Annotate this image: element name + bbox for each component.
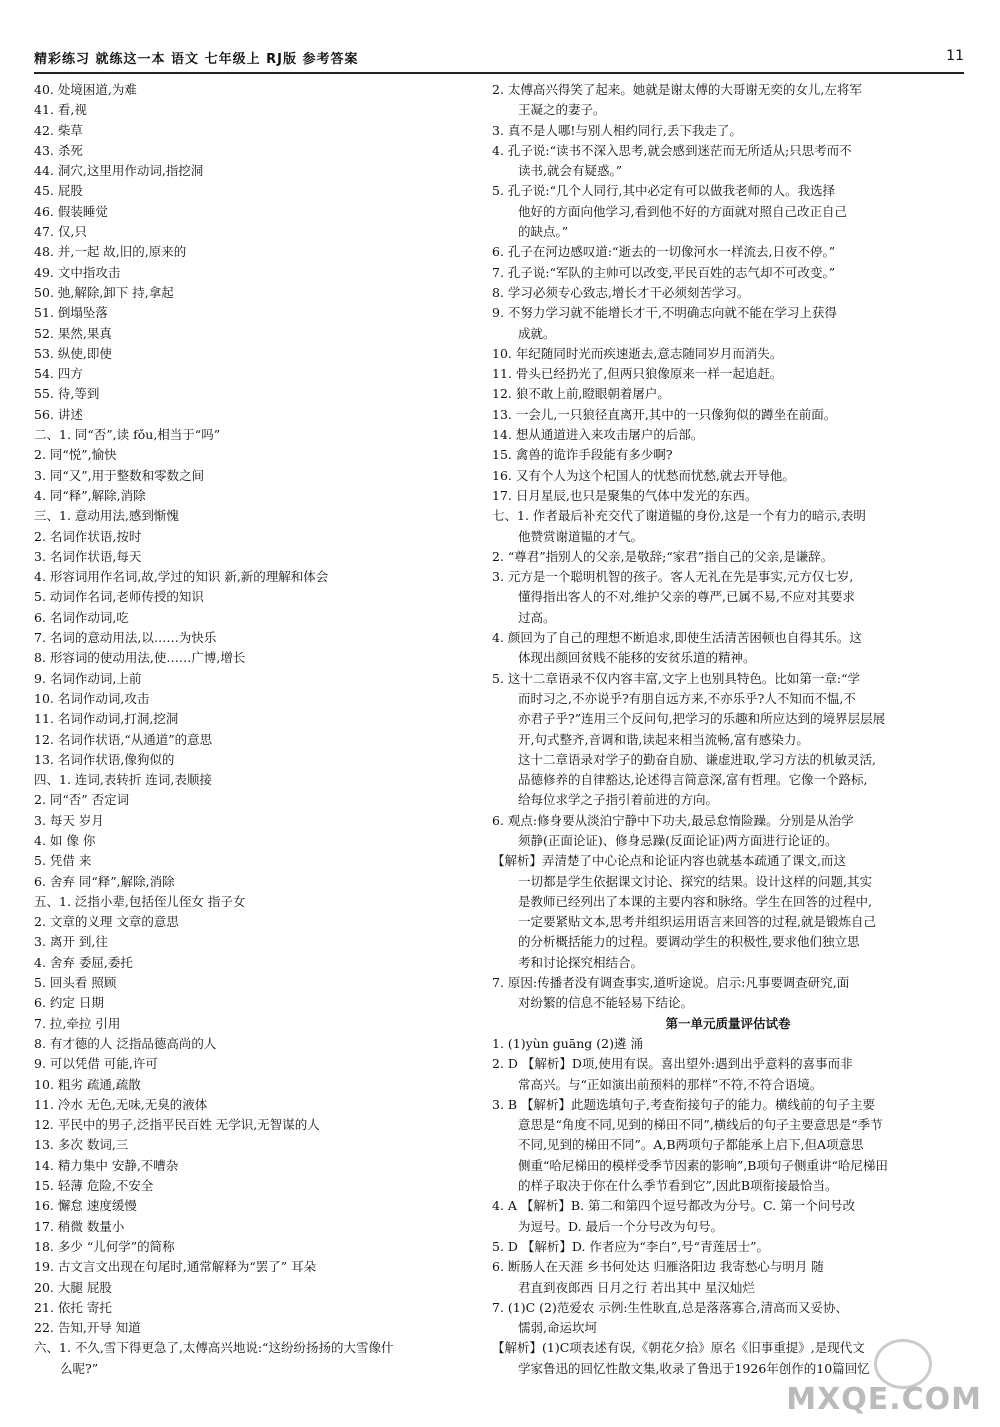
answer-line: 而时习之,不亦说乎?有朋自远方来,不亦乐乎?人不知而不愠,不 (518, 690, 856, 706)
answer-line: 6. 断肠人在天涯 乡书何处达 归雁洛阳边 我寄愁心与明月 随 (492, 1259, 824, 1275)
answer-line: 21. 依托 寄托 (34, 1299, 112, 1315)
answer-line: 为逗号。D. 最后一个分号改为句号。 (518, 1218, 724, 1234)
answer-line: 3. 名词作状语,每天 (34, 548, 142, 564)
answer-line: 对纷繁的信息不能轻易下结论。 (518, 995, 694, 1011)
answer-line: 给每位求学之子指引着前进的方向。 (518, 792, 719, 808)
answer-line: 七、1. 作者最后补充交代了谢道韫的身份,这是一个有力的暗示,表明 (492, 508, 866, 524)
answer-line: 11. 骨头已经扔光了,但两只狼像原来一样一起追赶。 (492, 366, 783, 382)
answer-line: 意思是“角度不同,见到的梯田不同”,横线后的句子主要意思是“季节 (518, 1117, 883, 1133)
answer-line: 22. 告知,开导 知道 (34, 1320, 141, 1336)
page-number: 11 (946, 48, 964, 64)
answer-line: 44. 洞穴,这里用作动词,指挖洞 (34, 163, 204, 179)
answer-line: 52. 果然,果真 (34, 325, 112, 341)
answer-line: 10. 粗劣 疏通,疏散 (34, 1076, 141, 1092)
answer-line: 3. 每天 岁月 (34, 812, 104, 828)
answer-line: 君直到夜郎西 日月之行 若出其中 星汉灿烂 (518, 1279, 755, 1295)
answer-line: 1. (1)yùn guāng (2)遴 涌 (492, 1035, 643, 1051)
header-title: 精彩练习 就练这一本 语文 七年级上 RJ版 参考答案 (34, 52, 359, 67)
answer-line: 亦君子乎?”连用三个反问句,把学习的乐趣和所应达到的境界层层展 (518, 711, 886, 727)
answer-line: 46. 假装睡觉 (34, 203, 108, 219)
answer-line: 4. 颜回为了自己的理想不断追求,即使生活清苦困顿也自得其乐。这 (492, 630, 862, 646)
answer-line: 54. 四方 (34, 366, 83, 382)
answer-line: 常高兴。与“正如演出前预料的那样”不符,不符合语境。 (518, 1076, 823, 1092)
answer-line: 三、1. 意动用法,感到惭愧 (34, 508, 179, 524)
answer-line: 2. D 【解析】D项,使用有误。喜出望外:遇到出乎意料的喜事而非 (492, 1056, 853, 1072)
answer-line: 12. 狼不敢上前,瞪眼朝着屠户。 (492, 386, 670, 402)
answer-line: 3. 离开 到,往 (34, 934, 108, 950)
answer-line: 15. 禽兽的诡诈手段能有多少啊? (492, 447, 673, 463)
answer-line: 50. 弛,解除,卸下 持,拿起 (34, 284, 174, 300)
answer-line: 5. D 【解析】D. 作者应为“李白”,号“青莲居士”。 (492, 1238, 769, 1254)
answer-line: 8. 有才德的人 泛指品德高尚的人 (34, 1035, 217, 1051)
answer-line: 15. 轻薄 危险,不安全 (34, 1178, 154, 1194)
answer-line: 14. 精力集中 安静,不嘈杂 (34, 1157, 179, 1173)
answer-line: 4. A 【解析】B. 第二和第四个逗号都改为分号。C. 第一个问号改 (492, 1198, 856, 1214)
answer-line: 学家鲁迅的回忆性散文集,收录了鲁迅于1926年创作的10篇回忆 (518, 1360, 870, 1376)
answer-line: 55. 待,等到 (34, 386, 100, 402)
answer-line: 3. 同“又”,用于整数和零数之间 (34, 467, 205, 483)
answer-line: 48. 并,一起 故,旧的,原来的 (34, 244, 187, 260)
answer-line: 2. “尊君”指别人的父亲,是敬辞;“家君”指自己的父亲,是谦辞。 (492, 548, 834, 564)
answer-line: 第一单元质量评估试卷 (665, 1015, 791, 1031)
answer-line: 4. 孔子说:“读书不深入思考,就会感到迷茫而无所适从;只思考而不 (492, 142, 852, 158)
answer-line: 品德修养的自律豁达,论述得言简意深,富有哲理。它像一个路标, (518, 772, 868, 788)
answer-line: 懂得指出客人的不对,维护父亲的尊严,已属不易,不应对其要求 (518, 589, 855, 605)
answer-line: 四、1. 连词,表转折 连词,表顺接 (34, 772, 212, 788)
watermark-logo (782, 1339, 982, 1417)
answer-line: 的缺点。” (518, 224, 569, 240)
answer-line: 5. 孔子说:“几个人同行,其中必定有可以做我老师的人。我选择 (492, 183, 835, 199)
answer-line: 20. 大腿 屁股 (34, 1279, 112, 1295)
answer-line: 王凝之的妻子。 (518, 102, 606, 118)
answer-line: 5. 这十二章语录不仅内容丰富,文字上也别具特色。比如第一章:“学 (492, 670, 860, 686)
answer-line: 体现出颜回贫贱不能移的安贫乐道的精神。 (518, 650, 756, 666)
answer-line: 3. 真不是人哪!与别人相约同行,丢下我走了。 (492, 122, 742, 138)
answer-line: 过高。 (518, 609, 556, 625)
answer-line: 5. 回头看 照顾 (34, 975, 117, 991)
answer-line: 这十二章语录对学子的勤奋自励、谦虚进取,学习方法的机敏灵活, (518, 751, 876, 767)
answer-line: 14. 想从通道进入来攻击屠户的后部。 (492, 427, 704, 443)
answer-line: 11. 名词作动词,打洞,挖洞 (34, 711, 179, 727)
answer-line: 一定要紧贴文本,思考并组织运用语言来回答的过程,就是锻炼自己 (518, 914, 876, 930)
answer-line: 2. 太傅高兴得笑了起来。她就是谢太傅的大哥谢无奕的女儿,左将军 (492, 82, 862, 97)
answer-line: 4. 舍弃 委屈,委托 (34, 954, 133, 970)
answer-line: 二、1. 同“否”,读 fǒu,相当于“吗” (34, 427, 221, 443)
answer-line: 10. 年纪随同时光而疾速逝去,意志随同岁月而消失。 (492, 345, 783, 361)
answer-line: 须静(正面论证)、修身忌躁(反面论证)两方面进行论证的。 (518, 832, 838, 848)
answer-line: 他赞赏谢道韫的才气。 (518, 528, 644, 544)
answer-line: 13. 名词作状语,像狗似的 (34, 751, 175, 767)
answer-line: 16. 又有个人为这个杞国人的忧愁而忧愁,就去开导他。 (492, 467, 795, 483)
answer-line: 4. 同“释”,解除,消除 (34, 487, 146, 503)
answer-line: 7. (1)C (2)范爱农 示例:生性耿直,总是落落寡合,清高而又妥协、 (492, 1299, 848, 1315)
answer-line: 他好的方面向他学习,看到他不好的方面就对照自己改正自己 (518, 203, 847, 219)
answer-line: 17. 稍微 数量小 (34, 1218, 125, 1234)
answer-line: 12. 平民中的男子,泛指平民百姓 无学识,无智谋的人 (34, 1117, 320, 1133)
answer-line: 2. 名词作状语,按时 (34, 528, 142, 544)
page-header (34, 46, 964, 74)
answer-line: 6. 舍弃 同“释”,解除,消除 (34, 873, 175, 889)
answer-line: 12. 名词作状语,“从通道”的意思 (34, 731, 213, 747)
answer-line: 六、1. 不久,雪下得更急了,太傅高兴地说:“这纷纷扬扬的大雪像什 (34, 1340, 394, 1356)
answer-line: 读书,就会有疑惑。” (518, 163, 623, 179)
answer-line: 2. 同“悦”,愉快 (34, 447, 117, 463)
answer-line: 43. 杀死 (34, 142, 83, 158)
answer-line: 7. 拉,牵拉 引用 (34, 1015, 121, 1031)
answer-line: 3. 元方是一个聪明机智的孩子。客人无礼在先是事实,元方仅七岁, (492, 569, 854, 585)
answer-line: 3. B 【解析】此题选填句子,考查衔接句子的能力。横线前的句子主要 (492, 1096, 876, 1112)
answer-line: 7. 原因:传播者没有调查事实,道听途说。启示:凡事要调查研究,面 (492, 975, 850, 991)
answer-line: 6. 约定 日期 (34, 995, 104, 1011)
answer-line: 8. 学习必须专心致志,增长才干必须刻苦学习。 (492, 284, 750, 300)
answer-line: 17. 日月星辰,也只是聚集的气体中发光的东西。 (492, 487, 758, 503)
answer-line: 13. 多次 数词,三 (34, 1137, 129, 1153)
answer-line: 16. 懈怠 速度缓慢 (34, 1198, 137, 1214)
answer-line: 53. 纵使,即使 (34, 345, 112, 361)
answer-line: 的样子取决于你在什么季节看到它”,因此B项衔接最恰当。 (518, 1178, 838, 1194)
answer-line: 【解析】弄清楚了中心论点和论证内容也就基本疏通了课文,而这 (492, 853, 846, 869)
answer-line: 不同,见到的梯田不同”。A,B两项句子都能承上启下,但A项意思 (518, 1137, 864, 1153)
answer-line: 6. 观点:修身要从淡泊宁静中下功夫,最忌怠惰险躁。分别是从治学 (492, 812, 854, 828)
answer-line: 13. 一会儿,一只狼径直离开,其中的一只像狗似的蹲坐在前面。 (492, 406, 837, 422)
answer-line: 47. 仅,只 (34, 224, 87, 240)
answer-line: 10. 名词作动词,攻击 (34, 690, 150, 706)
left-column (34, 80, 474, 1379)
right-column (492, 80, 964, 1379)
answer-line: 41. 看,视 (34, 102, 87, 118)
answer-line: 6. 名词作动词,吃 (34, 609, 129, 625)
answer-line: 5. 凭借 来 (34, 853, 92, 869)
answer-line: 11. 冷水 无色,无味,无臭的液体 (34, 1096, 208, 1112)
answer-line: 五、1. 泛指小辈,包括侄儿侄女 指子女 (34, 893, 246, 909)
answer-line: 一切都是学生依据课文讨论、探究的结果。设计这样的问题,其实 (518, 873, 872, 889)
answer-line: 【解析】(1)C项表述有误,《朝花夕拾》原名《旧事重提》,是现代文 (492, 1340, 865, 1356)
answer-line: 2. 同“否” 否定词 (34, 792, 130, 808)
answer-line: 成就。 (518, 325, 556, 341)
answer-line: 9. 名词作动词,上前 (34, 670, 142, 686)
answer-line: 8. 形容词的使动用法,使……广博,增长 (34, 650, 246, 666)
answer-line: 6. 孔子在河边感叹道:“逝去的一切像河水一样流去,日夜不停。” (492, 244, 836, 260)
answer-line: 9. 可以凭借 可能,许可 (34, 1056, 158, 1072)
answer-line: 42. 柴草 (34, 122, 83, 138)
answer-line: 49. 文中指攻击 (34, 264, 121, 280)
answer-line: 侧重“哈尼梯田的模样受季节因素的影响”,B项句子侧重讲“哈尼梯田 (518, 1157, 888, 1173)
answer-line: 7. 孔子说:“军队的主帅可以改变,平民百姓的志气却不可改变。” (492, 264, 836, 280)
answer-line: 40. 处境困道,为难 (34, 82, 137, 97)
answer-line: 2. 文章的义理 文章的意思 (34, 914, 179, 930)
answer-line: 考和讨论探究相结合。 (518, 954, 644, 970)
answer-line: 懦弱,命运坎坷 (518, 1320, 597, 1336)
answer-line: 18. 多少 “儿何学”的简称 (34, 1238, 175, 1254)
answer-line: 的分析概括能力的过程。要调动学生的积极性,要求他们独立思 (518, 934, 860, 950)
answer-line: 4. 如 像 你 (34, 832, 96, 848)
answer-line: 4. 形容词用作名词,故,学过的知识 新,新的理解和体会 (34, 569, 329, 585)
answer-line: 51. 倒塌坠落 (34, 305, 108, 321)
answer-line: 7. 名词的意动用法,以……为快乐 (34, 630, 217, 646)
answer-line: 56. 讲述 (34, 406, 83, 422)
answer-line: 是教师已经列出了本课的主要内容和脉络。学生在回答的过程中, (518, 893, 872, 909)
answer-line: 么呢?” (60, 1360, 99, 1376)
answer-line: 45. 屁股 (34, 183, 83, 199)
answer-line: 19. 古文言文出现在句尾时,通常解释为“罢了” 耳朵 (34, 1259, 317, 1275)
answer-line: 开,句式整齐,音调和谐,读起来相当流畅,富有感染力。 (518, 731, 809, 747)
answer-line: 9. 不努力学习就不能增长才干,不明确志向就不能在学习上获得 (492, 305, 837, 321)
watermark-text: MXQE.COM (786, 1382, 982, 1417)
answer-line: 5. 动词作名词,老师传授的知识 (34, 589, 204, 605)
